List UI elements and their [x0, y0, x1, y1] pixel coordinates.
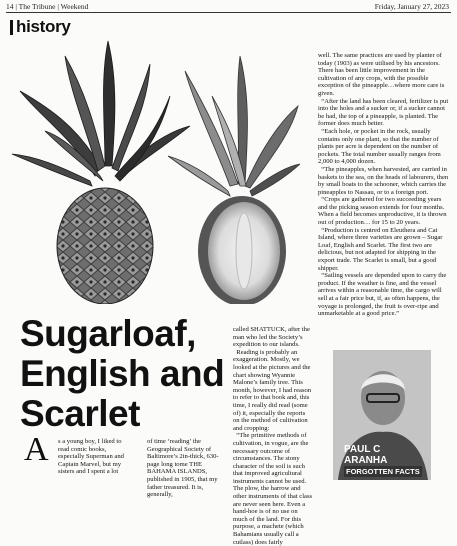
- headline: Sugarloaf, English and Scarlet: [20, 313, 225, 434]
- paper-name: The Tribune: [18, 2, 56, 11]
- left-pineapple-body: [57, 188, 153, 304]
- article-column-1: s a young boy, I liked to read comic books, especially Superman and Captain Marvel, but my sisters and I spent a lot: [58, 438, 124, 476]
- right-pineapple-core: [236, 213, 252, 289]
- header-divider: |: [57, 2, 61, 11]
- section-label: history: [16, 17, 71, 36]
- drop-cap: A: [24, 431, 49, 468]
- article-column-2: of time ‘reading’ the Geographical Society of Baltimore’s 2in-thick, 630-page long tome THE BAHAMA ISLANDS, published in 1905, that my father treasured. It is, generally,: [147, 438, 219, 499]
- pineapple-photo: [0, 36, 300, 304]
- author-name-line1: PAUL C: [344, 444, 381, 455]
- article-column-3: called SHATTUCK, after the man who led the Society’s expedition to our islands. Reading is probably an exaggeration. Mostly, we looked at the pictures and the chart showing Wyannie Malone’s family tree. This month, however, I had reason to refer to that book and, this time, I really did read (some of) it, especially the reports on the method of cultivation and cropping: “The primitive methods of cultivation, in vogue, are the necessary outcome of circumstances. The stony character of the soil is such that improved agricultural instruments cannot be used. The plow, the harrow and other instruments of that class are never seen here. Even a hand-hoe is of no use on much of the land. For this purpose, a machete (which Bahamians usually call a cutlass) does fairly: [233, 326, 313, 546]
- header-section: Weekend: [60, 2, 89, 11]
- right-pineapple-crown: [168, 56, 300, 196]
- left-pineapple-crown: [12, 41, 190, 186]
- page-date: Friday, January 27, 2023: [374, 2, 449, 11]
- header-rule: [6, 12, 451, 13]
- article-column-4: well. The same practices are used by planter of today (1903) as were utilised by his ancestors. There has been little improvement in the cultivation of any crops, with the possible exception of the pineapple…where more care is given. “After the land has been cleared, fertilizer is put into the holes and a sucker or, if a sucker cannot be had, the top of a pineapple, is planted. The former does much better. “Each hole, or pocket in the rock, usually contains only one plant, so that the number of plants per acre is dependent on the number of pockets. The total number usually ranges from 2,000 to 4,000 dozen. “The pineapples, when harvested, are carried in baskets to the sea, on the heads of labourers, then by small boats to the schooner, which carries the pineapples to Nassau, or to a foreign port. “Crops are gathered for two succeeding years and the picking season extends for four months. When a field becomes unproductive, it is thrown out of production… for 15 to 20 years. “Production is centred on Eleuthera and Cat Island, where three varieties are grown – Sugar Loaf, English and Scarlet. The first two are delicious, but not adapted for shipping in the export trade. The Scarlet is small, but a good shipper. “Sailing vessels are depended upon to carry the product. If the weather is fine, and the vessel arrives within a reasonable time, the cargo will sell at a fair price but, if, as often happens, the voyage is prolonged, the fruit is over-ripe and unmarketable at a good price.”: [318, 52, 449, 318]
- author-name: [344, 444, 387, 466]
- page-header-left: [6, 2, 88, 11]
- author-name-line2: ARANHA: [344, 455, 388, 466]
- page-number: 14: [6, 2, 14, 11]
- column-tag: FORGOTTEN FACTS: [346, 467, 420, 476]
- header-divider: |: [15, 2, 19, 11]
- section-marker: [10, 20, 13, 35]
